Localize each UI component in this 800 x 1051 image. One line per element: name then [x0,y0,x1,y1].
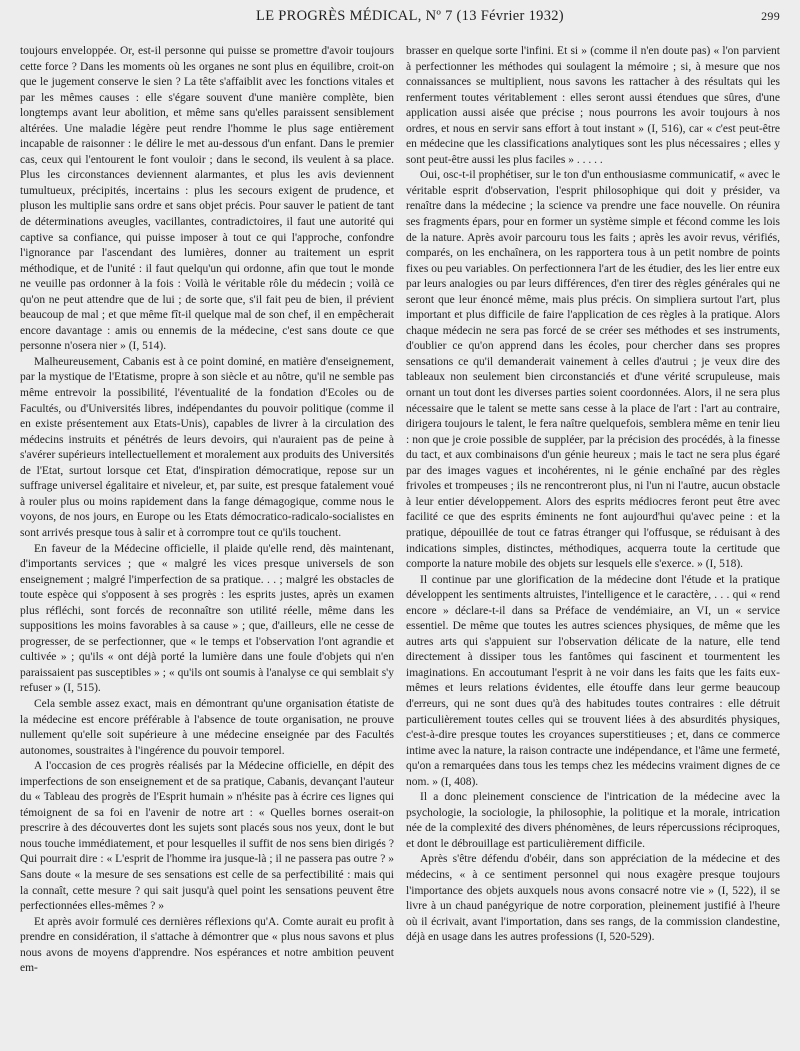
text-columns [20,44,780,1034]
left-column [20,44,394,1034]
paragraph: Malheureusement, Cabanis est à ce point dominé, en matière d'enseignement, par la mystique de l'Etatisme, propre à son siècle et au nôtre, qu'il ne semble pas même entrevoir la possibilité, l'éventualité de la fondation d'Ecoles ou de Facultés, ou d'Universités libres, indépendantes du pouvoir politique (comme il en existe présentement aux Etats-Unis), capables de livrer à la circulation des médecins instruits et pénétrés de leurs devoirs, qui n'auraient pas de peine à s'avérer supérieurs intellectuellement et moralement aux produits des Universités de l'Etat, surtout lorsque cet Etat, d'inspiration démocratique, repose sur un suffrage universel égalitaire et niveleur, et, par suite, est presque fatalement voué à rouler plus ou moins rapidement dans la fange démagogique, comme nous le voyons, de nos jours, en Europe ou les Etats démocratico-radicalo-socialistes en sont arrivés presque tous à salir et à corrompre tout ce qu'ils touchent. [20,355,394,539]
paragraph: Après s'être défendu d'obéir, dans son appréciation de la médecine et des médecins, « à ce sentiment personnel qui nous exagère presque toujours l'importance des objets auxquels nous avons consacré notre vie » (I, 522), il se livre à un chaud panégyrique de notre corporation, pleinement justifié à l'heure où il écrivait, avant l'importation, dans ses rangs, de la commission clandestine, déjà en usage dans les autres professions (I, 520-529). [406,853,780,944]
paragraph: Oui, osc-t-il prophétiser, sur le ton d'un enthousiasme communicatif, « avec le véritable esprit d'observation, l'esprit philosophique qui doit y présider, va renaître dans la médecine ; la science va prendre une face nouvelle. On réunira ses fragments épars, pour en former un système simple et fécond comme les lois de la nature. Après avoir parcouru tous les faits ; après les avoir revus, vérifiés, comparés, on les enchaînera, on les rapportera tous à un petit nombre de points fixes ou peu variables. On perfectionnera l'art de les étudier, des les lier entre eux par leurs analogies ou par leurs différences, d'en tirer des règles générales qui ne seront que leur énoncé même, mais plus précis. On simpliera surtout l'art, plus important et plus difficile de faire l'application de ces règles à la pratique. Alors chaque médecin ne sera pas forcé de se créer ses méthodes et ses instruments, d'oublier ce qu'on apprend dans les écoles, pour chercher dans ses propres sensations ce qu'il demanderait vainement à celles d'autrui ; je veux dire des tableaux non seulement bien circonstanciés et d'une vérité scrupuleuse, mais ornant un tout dont les diverses parties soient coordonnées. Alors, il ne sera plus nécessaire que le talent se mette sans cesse à la place de l'art : l'art au contraire, dirigera toujours le talent, le fera naître quelquefois, semblera même en tenir lieu : non que je croie possible de suppléer, par la précision des procédés, à la finesse du tact, et aux combinaisons d'un génie heureux ; mais le tact ne sera plus égaré par des images vagues et incohérentes, ni le génie enchaîné par des règles frivoles et trompeuses ; ils ne rencontreront plus, ni l'un ni l'autre, aucun obstacle à leur entier développement. Alors des esprits médiocres feront peut être avec facilité ce que des esprits éminents ne font aujourd'hui qu'avec peine : et la pratique, dépouillée de tout ce fatras étranger qui l'offusque, se réduisant à des indications simples, distinctes, méthodiques, acquerra toute la certitude que comporte la nature mobile des objets sur lesquels elle s'exerce. » (I, 518). [406,169,780,571]
paragraph: Cela semble assez exact, mais en démontrant qu'une organisation étatiste de la médecine est encore préférable à l'absence de toute organisation, ne prouve nullement qu'elle soit supérieure à une médecine enseignée par des Facultés autonomes, soustraites à l'ingérence du pouvoir temporel. [20,697,394,757]
paragraph: toujours enveloppée. Or, est-il personne qui puisse se promettre d'avoir toujours cette force ? Dans les moments où les organes ne sont plus en équilibre, croit-on que le jugement conserve le sien ? La tête s'affaiblit avec les fonctions vitales et par les mêmes causes : elle s'égare souvent d'une manière complète, bien longtemps avant leur abolition, et même sans qu'elles paraissent sensiblement altérées. Une maladie légère peut rendre l'homme le plus sage entièrement incapable de raisonner : le délire le met au-dessous d'un enfant. Dans le premier cas, ceux qui l'entourent le font vouloir ; dans le second, ils veulent à sa place. Plus les circonstances deviennent alarmantes, et plus les avis deviennent tumultueux, précipités, incertains : plus les secours exigent de prudence, et pluson les multiplie sans ordre et sans objet précis. Pour sauver le patient de tant de déterminations aveugles, vacillantes, contradictoires, il faut une autorité qui captive sa confiance, qui puisse imposer à tout ce qui l'approche, confondre l'ignorance par l'ascendant des lumières, donner au traitement un esprit méthodique, et de l'unité : il faut quelqu'un qui ordonne, afin que tout le monde ne veuille pas ordonner à la fois : Voilà le véritable rôle du médecin ; voilà ce qu'on ne peut attendre que de lui ; de sorte que, s'il fait peu de bien, il prévient beaucoup de mal ; et que même fît-il quelque mal de son chef, il en empêcherait encore davantage : amis ou ennemis de la médecine, c'est sans doute ce que personne n'osera nier » (I, 514). [20,45,394,353]
paragraph: Et après avoir formulé ces dernières réflexions qu'A. Comte aurait eu profit à prendre en considération, il s'attache à démontrer que « plus nous savons et plus nous avons de moyens d'apprendre. Nos espérances et notre ambition peuvent em- [20,915,394,975]
paragraph: Il a donc pleinement conscience de l'intrication de la médecine avec la psychologie, la sociologie, la philosophie, la politique et la morale, intrication née de la complexité des divers phénomènes, de leurs répercussions réciproques, et dont le débrouillage est particulièrement difficile. [406,791,780,850]
paragraph: A l'occasion de ces progrès réalisés par la Médecine officielle, en dépit des imperfections de son enseignement et de sa pratique, Cabanis, devançant l'auteur du « Tableau des progrès de l'Esprit humain » n'hésite pas à écrire ces lignes qui témoignent de sa foi en l'avenir de notre art : « Quelles bornes oserait-on prescrire à des découvertes dont les sujets sont placés sous nos yeux, dont le but nous touche immédiatement, et pour lesquelles il suffit de nos sens bien dirigés ? Qui pourrait dire : « L'esprit de l'homme ira jusque-là ; il ne passera pas outre ? » Sans doute « la mesure de ses sensations est celle de sa perfectibilité : mais qui la connaît, cette mesure ? qui sait jusqu'à quel point les sensations peuvent être perfectionnées elles-mêmes ? » [20,760,394,913]
paragraph: Il continue par une glorification de la médecine dont l'étude et la pratique développent les sentiments altruistes, l'intelligence et le caractère, . . . qui « rend encore » déclare-t-il dans sa Préface de vendémiaire, an VI, un « service essentiel. De même que toutes les autres sciences physiques, de même que les autres arts qui s'appuient sur l'observation délicate de la nature, elle tend directement à dissiper tous les fantômes qui fascinent et tourmentent les imaginations. En accoutumant l'esprit à ne voir dans les faits que les faits eux-mêmes et leurs relations évidentes, elle étouffe dans leur germe beaucoup d'erreurs, qui ne sont dues qu'à des habitudes toutes contraires : elle détruit particulièrement toutes celles qui se trouvent liées à des absurdités physiques, c'est-à-dire presque toutes les croyances superstitieuses ; et, dans ce commerce intime avec la nature, la raison contracte une indépendance, et l'âme une fermeté, qu'on a remarquées dans tous les temps chez les médecins vraiment dignes de ce nom. » (I, 408). [406,573,780,788]
paragraph: brasser en quelque sorte l'infini. Et si » (comme il n'en doute pas) « l'on parvient à perfectionner les méthodes qui soulagent la mémoire ; si, à mesure que nos connaissances se multiplient, nous savons les rattacher à des résultats qui les renferment toutes véritablement : elles seront aussi étendues que sûres, d'une application aussi aisée que précise ; nous pourrons les avoir toujours à nos ordres, et nous en servir sans effort à tout instant » (I, 516), car « c'est peut-être en médecine que les classifications analytiques sont les plus nécessaires ; elles y sont peut-être aussi les plus faciles » . . . . . [406,45,780,166]
journal-title: LE PROGRÈS MÉDICAL, Nº 7 (13 Février 1932) [256,8,564,24]
running-header [20,8,780,30]
paragraph: En faveur de la Médecine officielle, il plaide qu'elle rend, dès maintenant, d'importants services ; que « malgré les vices presque universels de son enseignement ; malgré l'imperfection de sa pratique. . . ; malgré les obstacles de toute espèce qui s'opposent à ses progrès : les esprits justes, après un examen plus réfléchi, sont forcés de reconnaître son utilité réelle, même dans les suppositions les moins favorables à sa cause » ; que, d'ailleurs, elle ne cesse de progresser, de se perfectionner, que « le temps et l'observation l'ont agrandie et cultivée » ; qu'ils « ont déjà porté la lumière dans une foule d'objets qui n'en paraissaient pas susceptibles » ; « qu'ils ont soumis à l'analyse ce qui semblait s'y refuser » (I, 515). [20,542,394,695]
page-number: 299 [761,9,780,23]
right-column [406,44,780,1034]
